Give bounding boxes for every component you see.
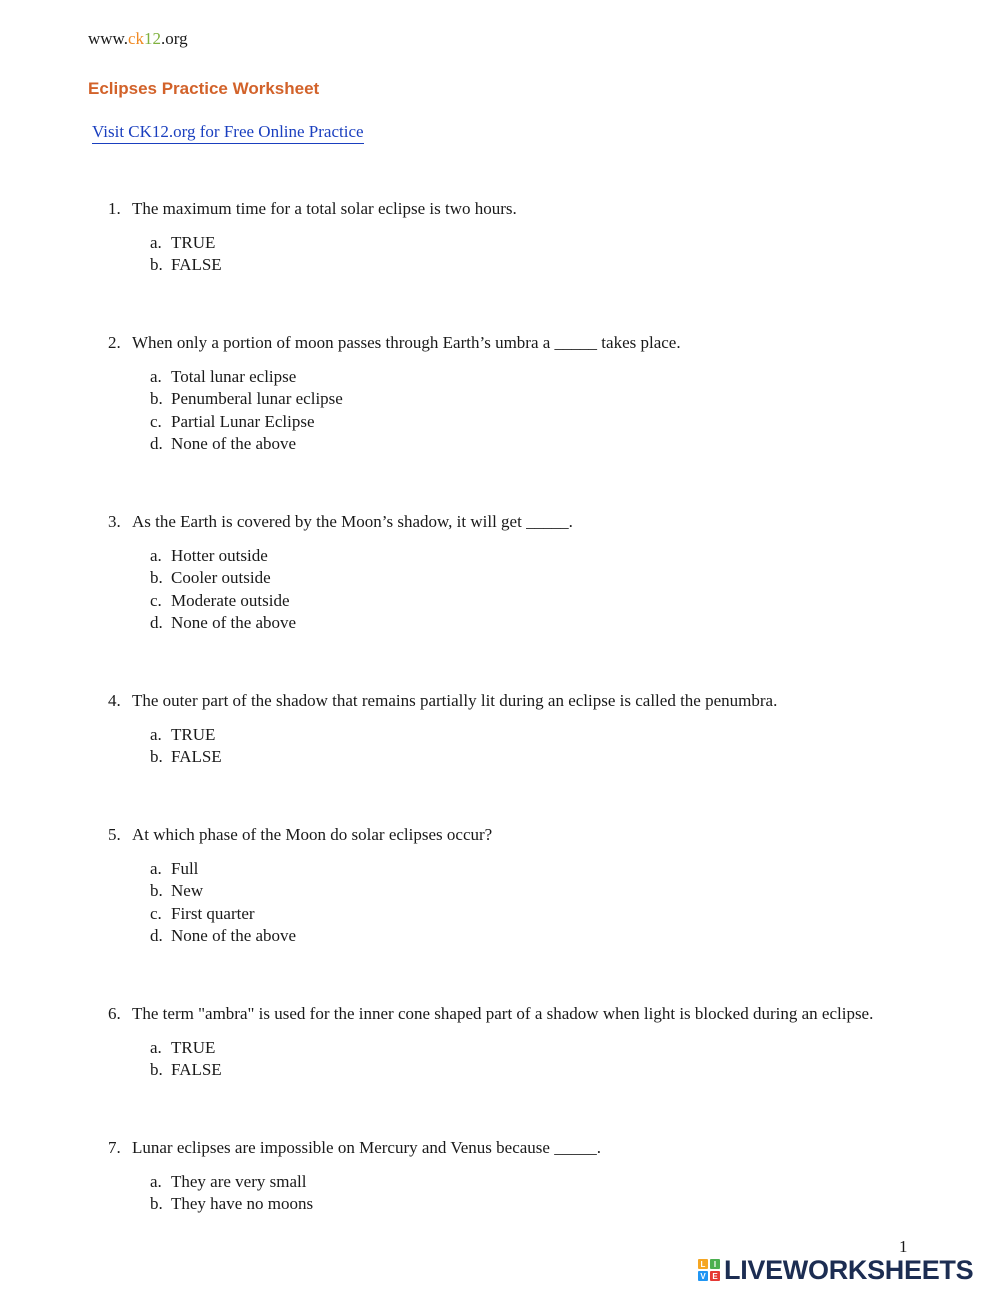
option-letter: a. bbox=[150, 1172, 162, 1191]
option-text: FALSE bbox=[171, 747, 222, 767]
option-letter: b. bbox=[150, 881, 163, 901]
question-3 bbox=[108, 511, 968, 634]
option-d[interactable] bbox=[150, 612, 968, 634]
option-text: TRUE bbox=[171, 1038, 216, 1057]
option-letter: a. bbox=[150, 1038, 162, 1057]
option-text: None of the above bbox=[171, 433, 297, 453]
option-text: Total lunar eclipse bbox=[171, 367, 297, 386]
option-letter: b. bbox=[150, 1060, 163, 1080]
option-letter: a. bbox=[150, 367, 162, 386]
liveworksheets-brand[interactable] bbox=[698, 1256, 973, 1284]
option-text: TRUE bbox=[171, 725, 216, 744]
option-d[interactable] bbox=[150, 925, 968, 947]
option-list bbox=[150, 1171, 968, 1216]
question-number: 2. bbox=[108, 333, 121, 352]
question-text: When only a portion of moon passes through Earth’s umbra a _____ takes place. bbox=[132, 333, 681, 352]
option-b[interactable] bbox=[150, 1193, 968, 1215]
question-text: The maximum time for a total solar eclipse is two hours. bbox=[132, 199, 517, 218]
question-number: 3. bbox=[108, 512, 121, 531]
option-list bbox=[150, 858, 968, 947]
question-4 bbox=[108, 690, 968, 769]
option-text: None of the above bbox=[171, 925, 297, 945]
option-list bbox=[150, 724, 968, 769]
option-b[interactable] bbox=[150, 254, 968, 276]
logo-tile: V bbox=[698, 1271, 708, 1281]
option-letter: c. bbox=[150, 590, 162, 610]
option-text: They are very small bbox=[171, 1172, 307, 1191]
option-a[interactable] bbox=[150, 1037, 968, 1059]
option-text: Moderate outside bbox=[171, 590, 290, 610]
option-b[interactable] bbox=[150, 746, 968, 768]
option-letter: b. bbox=[150, 747, 163, 767]
option-list bbox=[150, 232, 968, 277]
question-1 bbox=[108, 198, 968, 277]
site-url bbox=[88, 29, 188, 49]
question-2 bbox=[108, 332, 968, 455]
question-number: 6. bbox=[108, 1004, 121, 1023]
option-list bbox=[150, 366, 968, 455]
logo-tile: E bbox=[710, 1271, 720, 1281]
option-b[interactable] bbox=[150, 880, 968, 902]
question-number: 1. bbox=[108, 199, 121, 218]
option-letter: d. bbox=[150, 612, 163, 632]
option-letter: b. bbox=[150, 1194, 163, 1214]
question-7 bbox=[108, 1137, 968, 1216]
option-text: First quarter bbox=[171, 903, 255, 923]
option-letter: b. bbox=[150, 389, 163, 409]
option-a[interactable] bbox=[150, 232, 968, 254]
option-text: New bbox=[171, 881, 204, 901]
logo-tile: L bbox=[698, 1259, 708, 1269]
option-letter: a. bbox=[150, 233, 162, 252]
option-text: They have no moons bbox=[171, 1194, 314, 1214]
liveworksheets-logo-icon bbox=[698, 1259, 720, 1281]
question-number: 5. bbox=[108, 825, 121, 844]
logo-tile: I bbox=[710, 1259, 720, 1269]
question-text: The term "ambra" is used for the inner cone shaped part of a shadow when light is blocked during an eclipse. bbox=[132, 1004, 874, 1023]
option-text: FALSE bbox=[171, 255, 222, 275]
option-letter: c. bbox=[150, 903, 162, 923]
option-text: None of the above bbox=[171, 612, 297, 632]
option-d[interactable] bbox=[150, 433, 968, 455]
option-text: Penumberal lunar eclipse bbox=[171, 389, 343, 409]
option-text: Hotter outside bbox=[171, 546, 268, 565]
question-number: 7. bbox=[108, 1138, 121, 1157]
option-text: Partial Lunar Eclipse bbox=[171, 411, 315, 431]
option-letter: b. bbox=[150, 568, 163, 588]
option-b[interactable] bbox=[150, 567, 968, 589]
option-list bbox=[150, 545, 968, 634]
site-url-12: 12 bbox=[144, 29, 162, 48]
option-a[interactable] bbox=[150, 545, 968, 567]
option-a[interactable] bbox=[150, 724, 968, 746]
option-letter: b. bbox=[150, 255, 163, 275]
option-c[interactable] bbox=[150, 903, 968, 925]
question-text: Lunar eclipses are impossible on Mercury and Venus because _____. bbox=[132, 1138, 601, 1157]
question-6 bbox=[108, 1003, 968, 1082]
site-url-prefix: www. bbox=[88, 29, 128, 48]
question-5 bbox=[108, 824, 968, 947]
option-text: Full bbox=[171, 859, 199, 878]
option-b[interactable] bbox=[150, 388, 968, 410]
option-list bbox=[150, 1037, 968, 1082]
brand-text: LIVEWORKSHEETS bbox=[724, 1254, 974, 1285]
option-a[interactable] bbox=[150, 366, 968, 388]
option-text: TRUE bbox=[171, 233, 216, 252]
option-letter: a. bbox=[150, 725, 162, 744]
option-letter: d. bbox=[150, 925, 163, 945]
option-text: Cooler outside bbox=[171, 568, 271, 588]
option-c[interactable] bbox=[150, 411, 968, 433]
practice-link[interactable]: Visit CK12.org for Free Online Practice bbox=[92, 122, 364, 144]
option-c[interactable] bbox=[150, 590, 968, 612]
option-a[interactable] bbox=[150, 858, 968, 880]
question-text: As the Earth is covered by the Moon’s shadow, it will get _____. bbox=[132, 512, 573, 531]
question-text: The outer part of the shadow that remains partially lit during an eclipse is called the penumbra. bbox=[132, 691, 778, 710]
option-letter: a. bbox=[150, 546, 162, 565]
site-url-ck: ck bbox=[127, 29, 145, 48]
option-a[interactable] bbox=[150, 1171, 968, 1193]
option-b[interactable] bbox=[150, 1059, 968, 1081]
worksheet-title: Eclipses Practice Worksheet bbox=[88, 79, 320, 98]
option-letter: d. bbox=[150, 433, 163, 453]
option-letter: c. bbox=[150, 411, 162, 431]
option-text: FALSE bbox=[171, 1060, 222, 1080]
page-number: 1 bbox=[899, 1237, 908, 1256]
question-text: At which phase of the Moon do solar eclipses occur? bbox=[132, 825, 493, 844]
option-letter: a. bbox=[150, 859, 162, 878]
question-number: 4. bbox=[108, 691, 121, 710]
site-url-suffix: .org bbox=[161, 29, 188, 48]
